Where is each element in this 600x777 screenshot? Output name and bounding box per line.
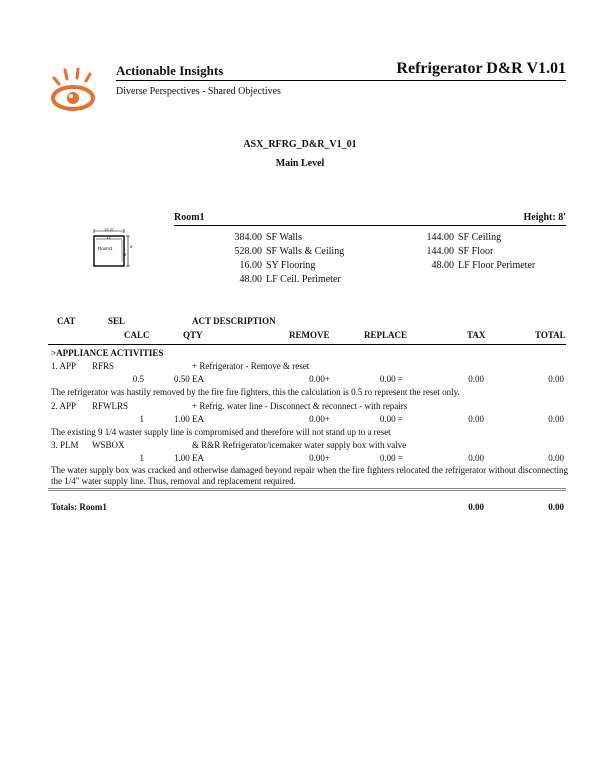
column-header-cat: CAT (57, 316, 76, 326)
line-item-tax: 0.00 (468, 374, 484, 384)
totals-label: Totals: Room1 (51, 502, 107, 512)
room-name: Room1 (174, 212, 205, 223)
section-title: >APPLIANCE ACTIVITIES (51, 348, 164, 358)
line-item-total: 0.00 (548, 453, 564, 463)
column-header-calc: CALC (124, 330, 150, 340)
measurement-item: 144.00 SF Floor (426, 246, 494, 257)
room-sketch (84, 228, 140, 272)
line-item-cat: 1. APP (51, 361, 77, 371)
measurement-item: 48.00 LF Ceil. Perimeter (239, 274, 341, 285)
line-item-note: The refrigerator was hastily removed by the fire fire fighters, this the calculation is 0.5 ro represent the reset only. (51, 387, 460, 397)
line-item-qty: 1.00 EA (174, 453, 204, 463)
totals-rule (48, 488, 566, 491)
sketch-top-dim: 12' 6" (104, 228, 114, 232)
line-item-qty: 1.00 EA (174, 414, 204, 424)
room-rule (174, 225, 566, 226)
company-name: Actionable Insights (116, 63, 224, 78)
line-item-description: + Refrig. water line - Disconnect & reconnect - with repairs (192, 401, 408, 411)
measurement-item: 528.00 SF Walls & Ceiling (234, 246, 345, 257)
line-item-sel: WSBOX (92, 440, 125, 450)
company-tagline: Diverse Perspectives - Shared Objectives (116, 86, 281, 97)
column-header-act-description: ACT DESCRIPTION (192, 316, 276, 326)
line-item-total: 0.00 (548, 414, 564, 424)
line-item-tax: 0.00 (468, 414, 484, 424)
document-id: ASX_RFRG_D&R_V1_01 (243, 139, 357, 150)
line-item-tax: 0.00 (468, 453, 484, 463)
column-header-tax: TAX (467, 330, 486, 340)
line-item-description: & R&R Refrigerator/icemaker water supply box with valve (192, 440, 407, 450)
line-item-calc: 1 (139, 453, 144, 463)
sketch-side-dim-b: 6' (124, 252, 127, 257)
line-item-note: The existing 9 1/4 waster supply line is compromised and therefore will not stand up to a reset (51, 427, 391, 437)
document-level: Main Level (275, 158, 325, 169)
header-rule (116, 80, 566, 81)
room-height: Height: 8' (523, 212, 566, 223)
report-title: Refrigerator D&R V1.01 (396, 60, 566, 77)
line-item-total: 0.00 (548, 374, 564, 384)
column-header-remove: REMOVE (289, 330, 330, 340)
totals-tax: 0.00 (468, 502, 484, 512)
line-item-description: + Refrigerator - Remove & reset (192, 361, 310, 371)
line-item-remove: 0.00+ (309, 374, 330, 384)
measurement-item: 384.00 SF Walls (234, 232, 302, 243)
measurement-item: 16.00 SY Flooring (239, 260, 316, 271)
line-item-remove: 0.00+ (309, 414, 330, 424)
column-header-sel: SEL (108, 316, 126, 326)
line-item-replace: 0.00 = (379, 374, 403, 384)
line-item-cat: 2. APP (51, 401, 77, 411)
sketch-side-dim-a: 6' (130, 244, 133, 249)
column-header-total: TOTAL (535, 330, 566, 340)
sketch-inner-dim: 12' (106, 234, 112, 240)
line-item-replace: 0.00 = (379, 414, 403, 424)
line-item-sel: RFWLRS (92, 401, 129, 411)
line-item-remove: 0.00+ (309, 453, 330, 463)
line-item-replace: 0.00 = (379, 453, 403, 463)
column-header-qty: QTY (183, 330, 203, 340)
totals-total: 0.00 (548, 502, 564, 512)
measurement-item: 144.00 SF Ceiling (426, 232, 502, 243)
column-header-rule (48, 344, 566, 345)
line-item-calc: 0.5 (132, 374, 144, 384)
line-item-qty: 0.50 EA (174, 374, 204, 384)
eye-logo-icon (48, 66, 100, 114)
line-item-calc: 1 (139, 414, 144, 424)
line-item-cat: 3. PLM (51, 440, 79, 450)
line-item-sel: RFRS (92, 361, 115, 371)
column-header-replace: REPLACE (364, 330, 408, 340)
measurement-item: 48.00 LF Floor Perimeter (431, 260, 536, 271)
sketch-room-label: Room1 (98, 246, 113, 251)
line-item-note: The water supply box was cracked and otherwise damaged beyond repair when the fire fighters relocated the refrigerator without disconnecting the 1/4" water supply line. Thus, removal and replacement required. (51, 465, 569, 486)
